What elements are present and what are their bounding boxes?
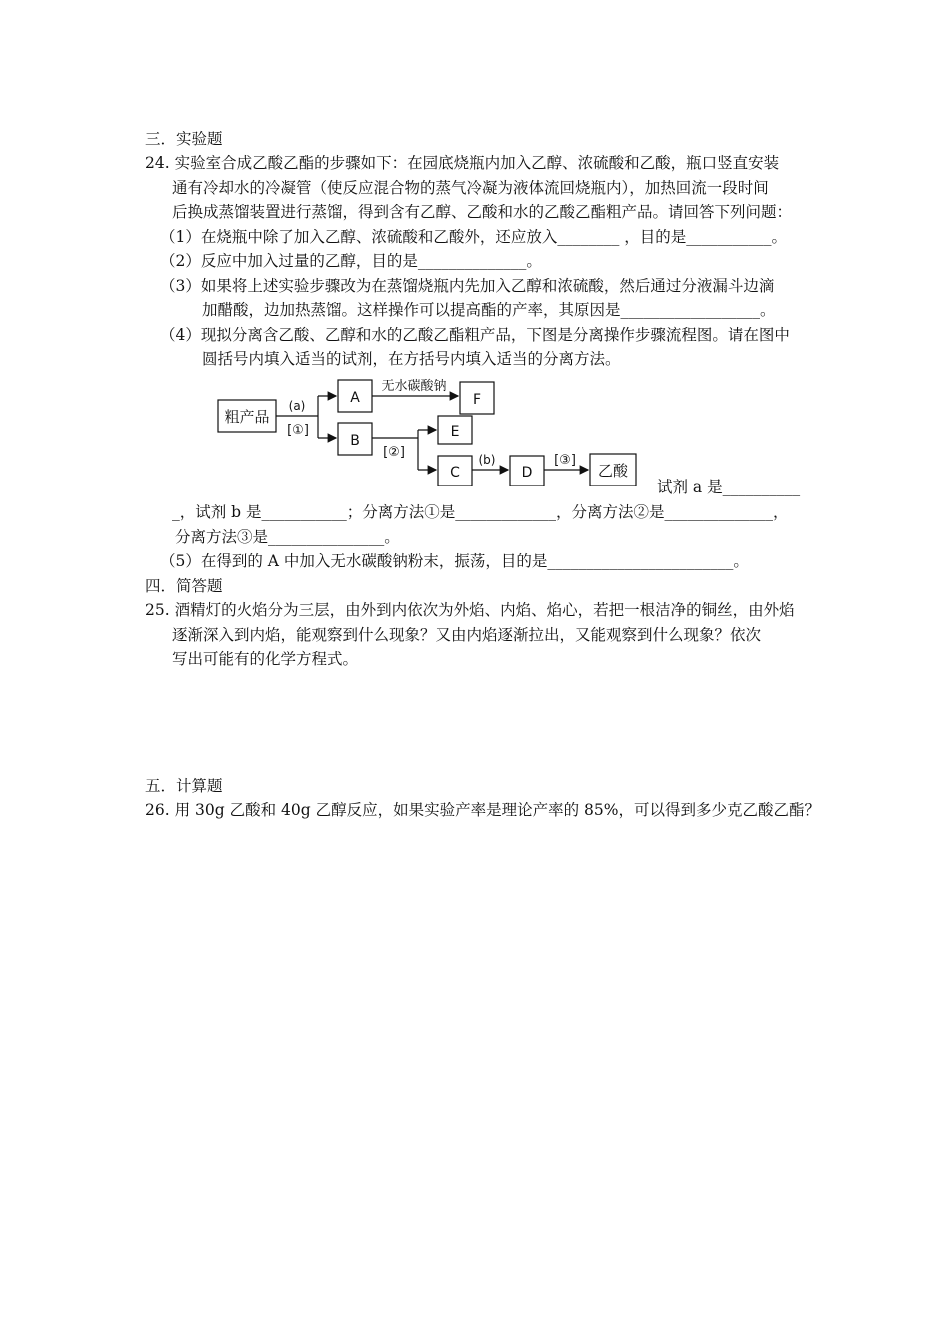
q24-line2: 通有冷却水的冷凝管（使反应混合物的蒸气冷凝为液体流回烧瓶内），加热回流一段时间 — [172, 179, 769, 197]
q25-line1: 25. 酒精灯的火焰分为三层，由外到内依次为外焰、内焰、焰心，若把一根洁净的铜丝，由外焰 — [145, 601, 795, 619]
label-a: A — [350, 390, 360, 406]
label-anhydrous-sodium-carbonate: 无水碳酸钠 — [381, 379, 447, 394]
q25-line3: 写出可能有的化学方程式。 — [172, 650, 359, 668]
q24-part3-line2: 加醋酸，边加热蒸馏。这样操作可以提高酯的产率，其原因是__________________。 — [202, 301, 776, 319]
label-b: B — [350, 433, 360, 449]
label-f: F — [472, 392, 482, 408]
q24-line1: 24. 实验室合成乙酸乙酯的步骤如下：在园底烧瓶内加入乙醇、浓硫酸和乙酸，瓶口竖直安装 — [145, 154, 780, 172]
label-d: D — [521, 465, 533, 481]
separation-flowchart — [214, 376, 654, 486]
label-crude-product: 粗产品 — [224, 408, 270, 426]
section-title-short-answer: 四．简答题 — [145, 577, 223, 595]
label-c: C — [450, 465, 460, 481]
q24-part4-line4: _，试剂 b 是___________；分离方法①是_____________，分离方法②是______________， — [172, 503, 789, 521]
q24-part2: （2）反应中加入过量的乙醇，目的是______________。 — [160, 252, 542, 270]
q26-line1: 26. 用 30g 乙酸和 40g 乙醇反应，如果实验产率是理论产率的 85%，可以得到多少克乙酸乙酯？ — [145, 801, 820, 819]
q24-line3: 后换成蒸馏装置进行蒸馏，得到含有乙醇、乙酸和水的乙酸乙酯粗产品。请回答下列问题： — [172, 203, 793, 221]
label-method-1: [①] — [287, 423, 309, 438]
label-reagent-b: (b) — [478, 453, 496, 467]
section-title-calculation: 五．计算题 — [145, 777, 223, 795]
label-reagent-a: (a) — [288, 399, 306, 413]
q24-part3-line1: （3）如果将上述实验步骤改为在蒸馏烧瓶内先加入乙醇和浓硫酸，然后通过分液漏斗边滴 — [160, 277, 775, 295]
label-method-2: [②] — [383, 445, 405, 460]
section-title-experiment: 三．实验题 — [145, 130, 223, 148]
q24-part4-line2: 圆括号内填入适当的试剂，在方括号内填入适当的分离方法。 — [202, 350, 621, 368]
label-e: E — [450, 424, 460, 440]
q24-part5: （5）在得到的 A 中加入无水碳酸钠粉末，振荡，目的是________________________。 — [160, 552, 749, 570]
q24-part4-line1: （4）现拟分离含乙酸、乙醇和水的乙酸乙酯粗产品，下图是分离操作步骤流程图。请在图中 — [160, 326, 790, 344]
q24-part4-line3: 试剂 a 是__________ — [657, 478, 801, 496]
label-method-3: [③] — [554, 453, 576, 468]
q25-line2: 逐渐深入到内焰，能观察到什么现象？又由内焰逐渐拉出，又能观察到什么现象？依次 — [172, 626, 762, 644]
label-acetic-acid: 乙酸 — [597, 462, 629, 480]
q24-part4-line5: 分离方法③是_______________。 — [175, 528, 400, 546]
q24-part1: （1）在烧瓶中除了加入乙醇、浓硫酸和乙酸外，还应放入________ ，目的是___________。 — [160, 228, 788, 246]
